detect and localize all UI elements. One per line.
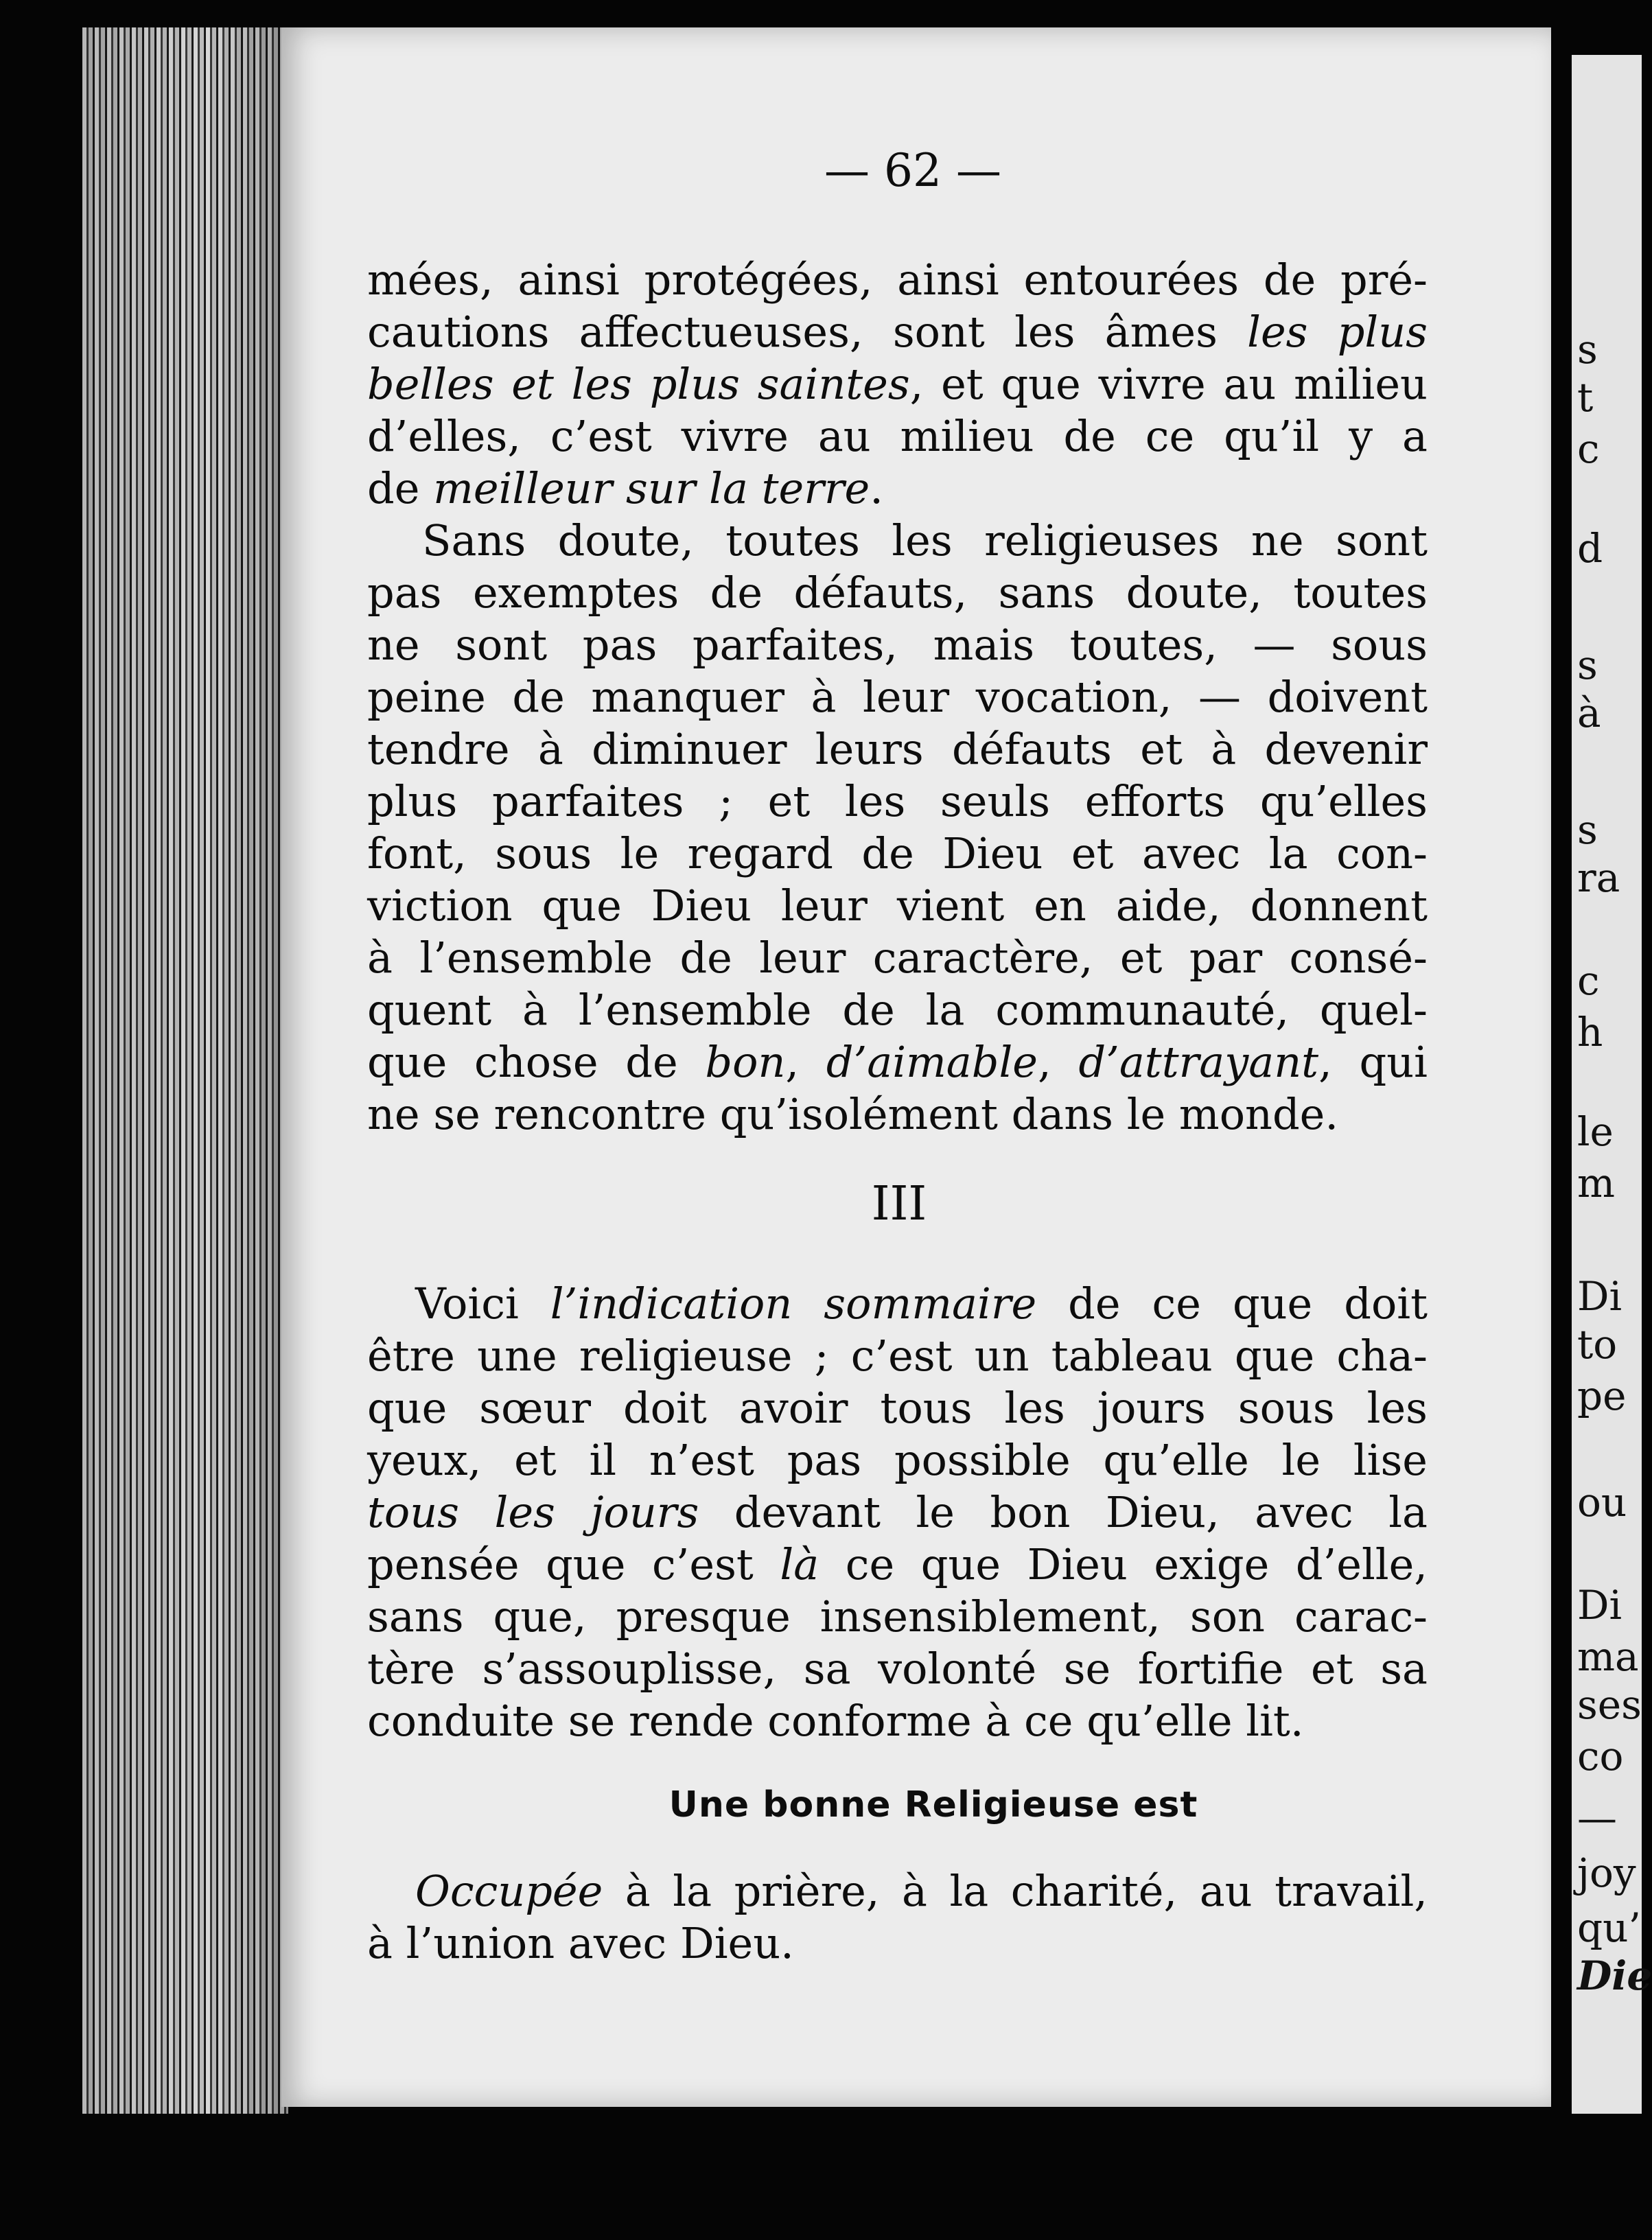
text-run: pensée que c’est [367, 1539, 780, 1589]
facing-page-fragment: ra [1577, 854, 1620, 901]
facing-page-fragment: ou [1577, 1479, 1627, 1526]
text-line: mées, ainsi protégées, ainsi entourées de pré- [367, 255, 1428, 305]
subheading: Une bonne Religieuse est [668, 1784, 1198, 1825]
italic-text: tous les jours [367, 1487, 699, 1537]
text-line: conduite se rende conforme à ce qu’elle lit. [367, 1696, 1304, 1746]
text-run: cautions affectueuses, sont les âmes [367, 307, 1248, 357]
text-run: à la prière, à la charité, au travail, [603, 1866, 1428, 1916]
text-line: yeux, et il n’est pas possible qu’elle le lise [367, 1435, 1428, 1485]
italic-text: d’attrayant [1078, 1037, 1319, 1087]
facing-page-fragment: qu’ [1577, 1904, 1641, 1951]
page-number: — 62 — [824, 144, 1001, 197]
italic-text: bon [705, 1037, 786, 1087]
italic-text: Occupée [415, 1866, 603, 1916]
text-run: de [367, 463, 434, 513]
italic-text: là [780, 1539, 819, 1589]
paragraph-2 [367, 515, 1428, 1141]
facing-page-fragment: à [1577, 690, 1601, 736]
text-line: Sans doute, toutes les religieuses ne sont [422, 515, 1428, 565]
facing-page-fragment: pe [1577, 1373, 1627, 1419]
facing-page-fragment: s [1577, 642, 1598, 688]
italic-text: d’aimable [826, 1037, 1038, 1087]
text-run: de ce que doit [1036, 1279, 1428, 1329]
paragraph-3 [367, 1278, 1428, 1747]
text-line: font, sous le regard de Dieu et avec la con- [367, 828, 1428, 878]
facing-page-fragment: Di [1577, 1582, 1622, 1629]
text-line: tendre à diminuer leurs défauts et à devenir [367, 724, 1428, 774]
text-line: ne se rencontre qu’isolément dans le monde. [367, 1089, 1339, 1139]
facing-page-fragment: Die [1577, 1952, 1652, 1999]
text-line [367, 306, 1428, 358]
facing-page-fragment: — [1577, 1795, 1617, 1841]
text-line: sans que, presque insensiblement, son carac- [367, 1591, 1428, 1642]
facing-page-fragment: s [1577, 806, 1598, 853]
text-line: d’elles, c’est vivre au milieu de ce qu’il y a [367, 411, 1428, 461]
italic-text: belles et les plus saintes [367, 359, 910, 409]
text-run: , et que vivre au milieu [909, 359, 1428, 409]
text-line: ne sont pas parfaites, mais toutes, — sous [367, 620, 1428, 670]
text-run: . [870, 463, 883, 513]
facing-page-fragment: to [1577, 1321, 1618, 1368]
text-line [367, 463, 1428, 515]
text-run: , [1037, 1037, 1079, 1087]
text-run: , qui [1318, 1037, 1428, 1087]
text-line: être une religieuse ; c’est un tableau que cha- [367, 1331, 1428, 1381]
italic-text: l’indication sommaire [550, 1279, 1037, 1329]
text-line: viction que Dieu leur vient en aide, donnent [367, 880, 1428, 931]
text-run: que chose de [367, 1037, 706, 1087]
text-line: pas exemptes de défauts, sans doute, toutes [367, 568, 1428, 618]
facing-page-fragment: t [1577, 374, 1594, 421]
text-line [367, 358, 1428, 410]
text-run: Voici [415, 1279, 550, 1329]
facing-page-fragment: le [1577, 1108, 1614, 1155]
facing-page-fragment: ses [1577, 1681, 1642, 1728]
facing-page-fragment: ma [1577, 1633, 1639, 1680]
text-line: à l’ensemble de leur caractère, et par consé- [367, 933, 1428, 983]
facing-page-fragment: joy [1577, 1850, 1636, 1896]
facing-page-fragment: c [1577, 957, 1600, 1004]
text-line [367, 1539, 1428, 1591]
text-line: tère s’assouplisse, sa volonté se fortifie et sa [367, 1644, 1428, 1694]
section-title: III [871, 1177, 927, 1231]
paragraph-1 [367, 254, 1428, 515]
paragraph-4 [367, 1865, 1428, 1970]
page-edges-shade [82, 27, 288, 2114]
facing-page-fragment: m [1577, 1160, 1615, 1206]
facing-page-fragment: Di [1577, 1273, 1622, 1320]
text-line [367, 1865, 1428, 1917]
text-run: devant le bon Dieu, avec la [699, 1487, 1428, 1537]
facing-page-edge [1572, 55, 1652, 2114]
text-line: que sœur doit avoir tous les jours sous les [367, 1383, 1428, 1433]
text-line [367, 1278, 1428, 1330]
text-line: à l’union avec Dieu. [367, 1918, 794, 1968]
text-line: peine de manquer à leur vocation, — doivent [367, 672, 1428, 722]
text-line: quent à l’ensemble de la communauté, quel- [367, 985, 1428, 1035]
text-run: ce que Dieu exige d’elle, [819, 1539, 1428, 1589]
italic-text: meilleur sur la terre [433, 463, 870, 513]
facing-page-fragment: s [1577, 326, 1598, 373]
text-line: plus parfaites ; et les seuls efforts qu’elles [367, 776, 1428, 826]
text-run: , [785, 1037, 826, 1087]
italic-text: les plus [1247, 307, 1428, 357]
facing-page-fragment: h [1577, 1009, 1603, 1055]
facing-page-fragment: c [1577, 425, 1600, 472]
facing-page-fragment: d [1577, 525, 1603, 572]
text-line [367, 1036, 1428, 1088]
text-line [367, 1486, 1428, 1539]
facing-page-fragment: co [1577, 1733, 1624, 1780]
